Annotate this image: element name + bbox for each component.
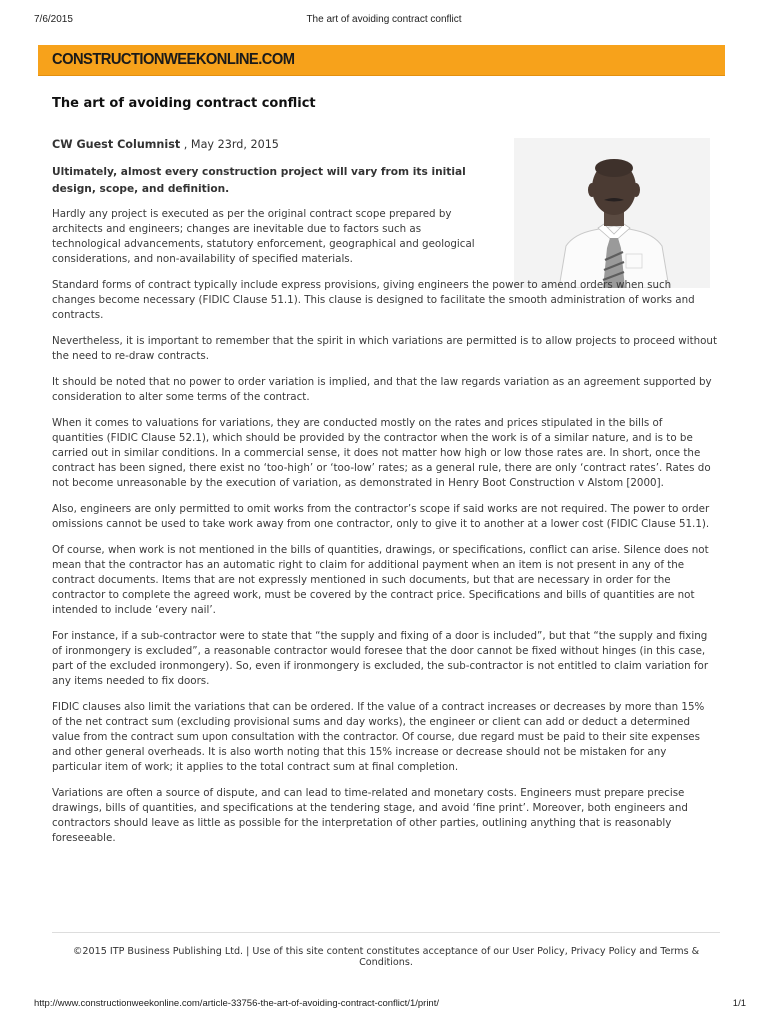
copyright-notice: ©2015 ITP Business Publishing Ltd. | Use of this site content constitutes acceptance of our User Policy, Privacy Policy and Terms & Conditions.	[72, 946, 700, 968]
publish-date: , May 23rd, 2015	[180, 138, 279, 151]
article-paragraph: Of course, when work is not mentioned in the bills of quantities, drawings, or specifications, conflict can arise. Silence does not mean that the contractor has an automatic right to claim for additional payment when an item is not present in any of the contract documents. Items that are not expressly mentioned in such documents, but that are necessary in order for the contractor to complete the agreed work, must be covered by the contract price. Specifications and bills of quantities are not intended to include ‘every nail’.	[52, 544, 709, 616]
footer-divider	[52, 932, 720, 933]
article-title: The art of avoiding contract conflict	[52, 96, 316, 111]
site-logo[interactable]: CONSTRUCTIONWEEKONLINE.COM	[52, 51, 295, 68]
article-paragraph: For instance, if a sub-contractor were to state that “the supply and fixing of a door is included”, but that “the supply and fixing of ironmongery is excluded”, a reasonable contractor would foresee that the door cannot be fixed without hinges (in this case, part of the excluded ironmongery). So, even if ironmongery is excluded, the sub-contractor is not entitled to claim variation for any items needed to fix doors.	[52, 630, 709, 687]
byline	[52, 138, 279, 151]
article-body	[52, 164, 717, 857]
article-paragraph: Hardly any project is executed as per the original contract scope prepared by architects and engineers; changes are inevitable due to factors such as technological advancements, statutory enforcement, geographical and geological considerations, and non-availability of specified materials.	[52, 208, 475, 265]
print-page-title: The art of avoiding contract conflict	[306, 14, 462, 25]
article-paragraph: Variations are often a source of dispute, and can lead to time-related and monetary costs. Engineers must prepare precise drawings, bills of quantities, and specifications at the tendering stage, and avoid ‘fine print’. Moreover, both engineers and contractors should leave as little as possible for the interpretation of other parties, outlining anything that is reasonably foreseeable.	[52, 787, 688, 844]
print-header	[0, 14, 768, 28]
article-paragraph: When it comes to valuations for variations, they are conducted mostly on the rates and prices stipulated in the bills of quantities (FIDIC Clause 52.1), which should be provided by the contractor when the work is of a similar nature, and is to be carried out in similar conditions. In a commercial sense, it does not matter how high or low those rates are. In short, once the contract has been signed, there exist no ‘too-high’ or ‘too-low’ rates; as a general rule, there are only ‘contract rates’. Rates do not become unreasonable by the execution of variation, as demonstrated in Henry Boot Construction v Alstom [2000].	[52, 417, 711, 489]
print-footer	[0, 998, 768, 1012]
print-url: http://www.constructionweekonline.com/article-33756-the-art-of-avoiding-contract-conflict/1/print/	[34, 998, 439, 1009]
article-paragraph: Standard forms of contract typically include express provisions, giving engineers the power to amend orders when such changes become necessary (FIDIC Clause 51.1). This clause is designed to facilitate the smooth administration of works and contracts.	[52, 279, 695, 321]
article-paragraph: Nevertheless, it is important to remember that the spirit in which variations are permitted is to allow projects to proceed without the need to re-draw contracts.	[52, 335, 717, 362]
article-paragraph: FIDIC clauses also limit the variations that can be ordered. If the value of a contract increases or decreases by more than 15% of the net contract sum (excluding provisional sums and day works), the engineer or client can add or deduct a determined value from the contract sum upon consultation with the contractor. Of course, due regard must be paid to their site expenses and other general overheads. It is also worth noting that this 15% increase or decrease should not be mistaken for any particular item of work; it applies to the total contract sum at final completion.	[52, 701, 705, 773]
article-lede: Ultimately, almost every construction project will vary from its initial design, scope, and definition.	[52, 166, 466, 195]
article-paragraph: It should be noted that no power to order variation is implied, and that the law regards variation as an agreement supported by consideration to alter some terms of the contract.	[52, 376, 712, 403]
print-date: 7/6/2015	[34, 14, 73, 25]
brand-bar	[38, 45, 725, 76]
author-name[interactable]: CW Guest Columnist	[52, 138, 181, 151]
page-number: 1/1	[732, 998, 746, 1009]
article-paragraph: Also, engineers are only permitted to omit works from the contractor’s scope if said works are not required. The power to order omissions cannot be used to take work away from one contractor, only to give it to another at a lower cost (FIDIC Clause 51.1).	[52, 503, 710, 530]
